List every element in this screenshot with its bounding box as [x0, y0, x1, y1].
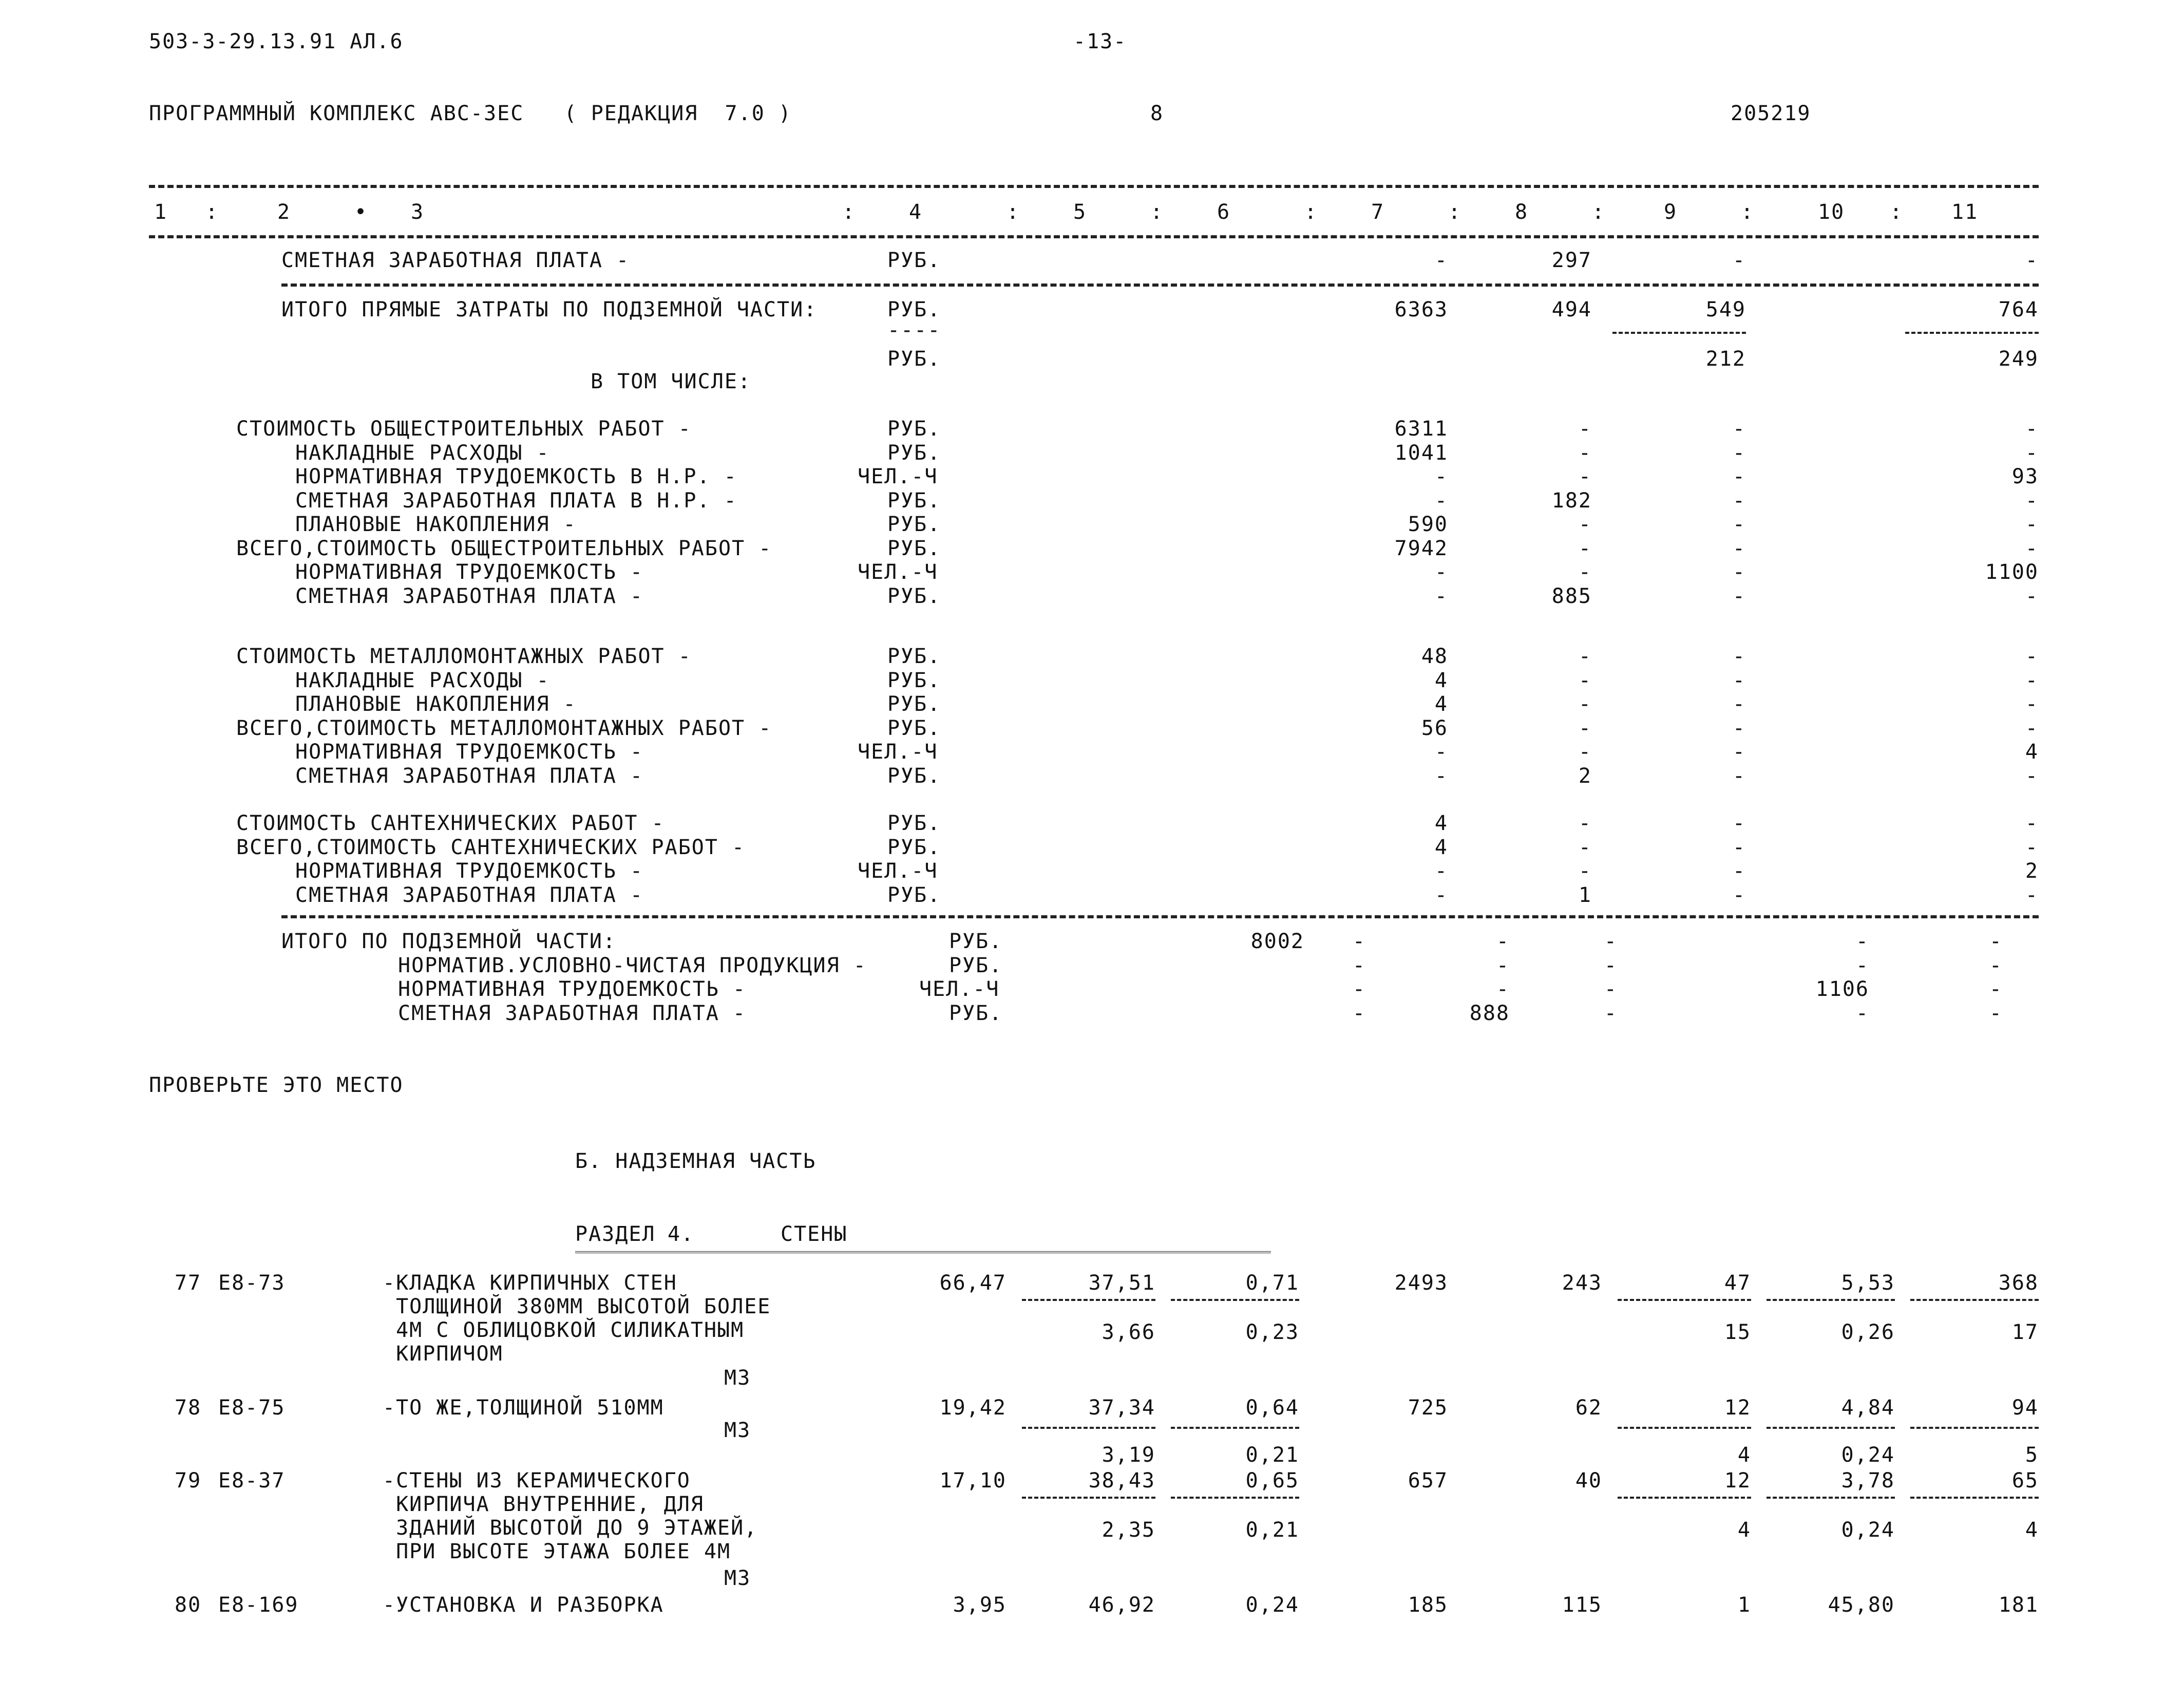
cost-row-unit: РУБ. — [887, 417, 941, 441]
column-header-19: : — [1890, 200, 1904, 224]
item-c6: 0,24 — [1245, 1593, 1299, 1617]
rule — [149, 235, 2039, 238]
cost-row-c8: 182 — [1551, 488, 1592, 513]
cost-row-c9: - — [1732, 488, 1746, 513]
item-description-line: ПРИ ВЫСОТЕ ЭТАЖА БОЛЕЕ 4М — [383, 1540, 731, 1563]
cost-row-c9: - — [1732, 835, 1746, 859]
item-code: Е8-169 — [218, 1593, 299, 1617]
column-header-17: : — [1741, 200, 1755, 224]
cost-row-label: НАКЛАДНЫЕ РАСХОДЫ - — [295, 668, 550, 692]
cost-row-unit: ЧЕЛ.-Ч — [858, 465, 938, 488]
item-sub-c11: 4 — [2025, 1518, 2039, 1542]
column-header-18: 10 — [1818, 200, 1845, 224]
rule — [1910, 1427, 2039, 1429]
total-row-a: 8002 — [1250, 930, 1304, 953]
total-row-f: - — [1989, 977, 2003, 1001]
total-row-f: - — [1989, 930, 2003, 953]
cost-row-c9: - — [1732, 560, 1746, 584]
total-row-d: - — [1604, 977, 1618, 1001]
cost-row-c9: - — [1732, 417, 1746, 441]
cost-row-c11: - — [2025, 835, 2039, 859]
cost-row-c8: - — [1578, 692, 1592, 716]
direct-total2-c9: 212 — [1705, 347, 1746, 371]
direct-total-c9: 549 — [1705, 298, 1746, 322]
cost-row-c11: - — [2025, 811, 2039, 835]
column-header-20: 11 — [1951, 200, 1979, 224]
cost-row-c9: - — [1732, 859, 1746, 883]
cost-row-label: СМЕТНАЯ ЗАРАБОТНАЯ ПЛАТА В Н.Р. - — [295, 488, 737, 513]
cost-row-c11: - — [2025, 668, 2039, 692]
wage-c9: - — [1732, 249, 1746, 272]
razdel-number: 4. — [668, 1222, 695, 1246]
item-description-line: -КЛАДКА КИРПИЧНЫХ СТЕН — [383, 1271, 677, 1295]
total-row-b: - — [1352, 953, 1366, 977]
item-number: 79 — [175, 1469, 202, 1493]
item-c7: 2493 — [1394, 1271, 1448, 1295]
direct-total-c7: 6363 — [1394, 298, 1448, 322]
cost-row-unit: РУБ. — [887, 692, 941, 716]
cost-row-c9: - — [1732, 764, 1746, 788]
cost-row-c7: 56 — [1421, 716, 1448, 740]
rule — [1618, 1427, 1751, 1429]
item-c4: 3,95 — [953, 1593, 1006, 1617]
item-number: 78 — [175, 1396, 202, 1420]
item-c5: 37,51 — [1088, 1271, 1155, 1295]
rule — [1171, 1299, 1299, 1301]
item-description-line: ЗДАНИЙ ВЫСОТОЙ ДО 9 ЭТАЖЕЙ, — [383, 1516, 758, 1540]
column-header-5: : — [842, 200, 856, 224]
item-sub-c9: 4 — [1737, 1443, 1751, 1467]
rule — [281, 284, 2039, 287]
cost-row-unit: ЧЕЛ.-Ч — [858, 859, 938, 883]
item-description-line: 4М С ОБЛИЦОВКОЙ СИЛИКАТНЫМ — [383, 1318, 745, 1342]
item-c6: 0,65 — [1245, 1469, 1299, 1493]
item-sub-c6: 0,23 — [1245, 1320, 1299, 1344]
item-sub-c11: 17 — [2011, 1320, 2039, 1344]
item-sub-c9: 15 — [1724, 1320, 1751, 1344]
item-sub-c10: 0,24 — [1841, 1518, 1895, 1542]
total-row-c: - — [1496, 953, 1510, 977]
rule — [281, 915, 2039, 918]
cost-row-c11: - — [2025, 584, 2039, 608]
item-sub-c10: 0,24 — [1841, 1443, 1895, 1467]
direct-total2-unit: РУБ. — [887, 347, 941, 371]
item-sub-c6: 0,21 — [1245, 1518, 1299, 1542]
cost-row-c7: - — [1434, 859, 1448, 883]
cost-row-c7: - — [1434, 740, 1448, 764]
cost-row-label: СТОИМОСТЬ САНТЕХНИЧЕСКИХ РАБОТ - — [236, 811, 665, 835]
column-header-0: 1 — [154, 200, 168, 224]
cost-row-label: НОРМАТИВНАЯ ТРУДОЕМКОСТЬ В Н.Р. - — [295, 465, 737, 488]
total-row-c: 888 — [1469, 1001, 1510, 1025]
cost-row-c8: - — [1578, 536, 1592, 560]
direct-total-c11: 764 — [1998, 298, 2039, 322]
rule — [1767, 1299, 1895, 1301]
cost-row-unit: РУБ. — [887, 488, 941, 513]
cost-row-c7: - — [1434, 465, 1448, 488]
item-c6: 0,64 — [1245, 1396, 1299, 1420]
cost-row-c8: - — [1578, 513, 1592, 536]
rule — [1022, 1427, 1155, 1429]
rule — [1171, 1497, 1299, 1499]
estimate-code: 205219 — [1731, 102, 1811, 125]
direct-total-c8: 494 — [1551, 298, 1592, 322]
item-sub-c5: 3,19 — [1102, 1443, 1155, 1467]
total-row-e: - — [1855, 953, 1869, 977]
cost-row-c9: - — [1732, 584, 1746, 608]
wage-label: СМЕТНАЯ ЗАРАБОТНАЯ ПЛАТА - — [281, 249, 630, 272]
cost-row-c7: - — [1434, 584, 1448, 608]
total-row-unit: РУБ. — [949, 1001, 1003, 1025]
item-c11: 94 — [2011, 1396, 2039, 1420]
cost-row-label: ВСЕГО,СТОИМОСТЬ МЕТАЛЛОМОНТАЖНЫХ РАБОТ - — [236, 716, 772, 740]
cost-row-label: ПЛАНОВЫЕ НАКОПЛЕНИЯ - — [295, 513, 577, 536]
item-c5: 38,43 — [1088, 1469, 1155, 1493]
cost-row-c8: - — [1578, 859, 1592, 883]
rule — [1618, 1299, 1751, 1301]
cost-row-c7: - — [1434, 764, 1448, 788]
cost-row-unit: РУБ. — [887, 811, 941, 835]
item-c9: 12 — [1724, 1396, 1751, 1420]
item-c10: 4,84 — [1841, 1396, 1895, 1420]
cost-row-c8: - — [1578, 716, 1592, 740]
column-header-2: 2 — [277, 200, 291, 224]
cost-row-c8: - — [1578, 417, 1592, 441]
item-unit: М3 — [724, 1366, 751, 1390]
total-row-f: - — [1989, 953, 2003, 977]
cost-row-c11: 93 — [2011, 465, 2039, 488]
total-row-unit: РУБ. — [949, 930, 1003, 953]
item-c8: 115 — [1562, 1593, 1602, 1617]
cost-row-c11: 4 — [2025, 740, 2039, 764]
item-c9: 47 — [1724, 1271, 1751, 1295]
column-header-9: : — [1150, 200, 1164, 224]
cost-row-label: СТОИМОСТЬ ОБЩЕСТРОИТЕЛЬНЫХ РАБОТ - — [236, 417, 692, 441]
column-header-8: 5 — [1073, 200, 1087, 224]
wage-unit: РУБ. — [887, 249, 941, 272]
cost-row-c11: - — [2025, 883, 2039, 907]
cost-row-c9: - — [1732, 883, 1746, 907]
item-c11: 65 — [2011, 1469, 2039, 1493]
cost-row-c7: - — [1434, 883, 1448, 907]
doc-code: 503-3-29.13.91 АЛ.6 — [149, 30, 404, 53]
item-c4: 17,10 — [939, 1469, 1006, 1493]
column-header-16: 9 — [1664, 200, 1678, 224]
cost-row-c9: - — [1732, 811, 1746, 835]
item-c11: 368 — [1998, 1271, 2039, 1295]
cost-row-c11: - — [2025, 417, 2039, 441]
direct-total-sep: ---- — [887, 318, 941, 342]
check-note: ПРОВЕРЬТЕ ЭТО МЕСТО — [149, 1073, 404, 1097]
item-code: Е8-37 — [218, 1469, 286, 1493]
cost-row-c9: - — [1732, 716, 1746, 740]
cost-row-c8: - — [1578, 465, 1592, 488]
cost-row-c8: 2 — [1578, 764, 1592, 788]
rule — [1910, 1299, 2039, 1301]
total-row-label: НОРМАТИВНАЯ ТРУДОЕМКОСТЬ - — [398, 977, 747, 1001]
column-header-10: 6 — [1217, 200, 1231, 224]
cost-row-c7: 4 — [1434, 811, 1448, 835]
razdel-label: РАЗДЕЛ — [575, 1222, 656, 1246]
cost-row-c7: 7942 — [1394, 536, 1448, 560]
item-sub-c10: 0,26 — [1841, 1320, 1895, 1344]
cost-row-c8: - — [1578, 668, 1592, 692]
item-code: Е8-73 — [218, 1271, 286, 1295]
column-header-7: : — [1006, 200, 1020, 224]
item-c4: 19,42 — [939, 1396, 1006, 1420]
item-number: 77 — [175, 1271, 202, 1295]
cost-row-c9: - — [1732, 465, 1746, 488]
item-description-line: ТОЛЩИНОЙ 380ММ ВЫСОТОЙ БОЛЕЕ — [383, 1295, 771, 1318]
wage-c8: 297 — [1551, 249, 1592, 272]
cost-row-c8: 885 — [1551, 584, 1592, 608]
column-header-11: : — [1304, 200, 1318, 224]
total-row-e: - — [1855, 930, 1869, 953]
rule — [1612, 332, 1746, 334]
cost-row-c11: - — [2025, 488, 2039, 513]
cost-row-label: СМЕТНАЯ ЗАРАБОТНАЯ ПЛАТА - — [295, 584, 644, 608]
cost-row-unit: РУБ. — [887, 645, 941, 668]
total-row-e: - — [1855, 1001, 1869, 1025]
cost-row-unit: ЧЕЛ.-Ч — [858, 740, 938, 764]
cost-row-label: СТОИМОСТЬ МЕТАЛЛОМОНТАЖНЫХ РАБОТ - — [236, 645, 692, 668]
total-row-d: - — [1604, 953, 1618, 977]
item-c7: 725 — [1408, 1396, 1448, 1420]
rule — [1022, 1299, 1155, 1301]
item-description-line: КИРПИЧОМ — [383, 1342, 503, 1366]
cost-row-c7: 6311 — [1394, 417, 1448, 441]
cost-row-c8: - — [1578, 811, 1592, 835]
cost-row-c8: - — [1578, 835, 1592, 859]
cost-row-c8: - — [1578, 560, 1592, 584]
item-c5: 46,92 — [1088, 1593, 1155, 1617]
cost-row-c11: - — [2025, 645, 2039, 668]
program-title: ПРОГРАММНЫЙ КОМПЛЕКС АВС-3ЕС ( РЕДАКЦИЯ 7.0 ) — [149, 102, 792, 125]
item-c10: 5,53 — [1841, 1271, 1895, 1295]
wage-c7: - — [1434, 249, 1448, 272]
item-unit: М3 — [724, 1419, 751, 1442]
total-row-unit: РУБ. — [949, 953, 1003, 977]
item-c7: 185 — [1408, 1593, 1448, 1617]
cost-row-c9: - — [1732, 645, 1746, 668]
cost-row-label: СМЕТНАЯ ЗАРАБОТНАЯ ПЛАТА - — [295, 764, 644, 788]
column-header-13: : — [1448, 200, 1462, 224]
cost-row-unit: РУБ. — [887, 536, 941, 560]
total-row-d: - — [1604, 930, 1618, 953]
item-unit: М3 — [724, 1566, 751, 1590]
total-row-label: ИТОГО ПО ПОДЗЕМНОЙ ЧАСТИ: — [281, 930, 617, 953]
total-row-d: - — [1604, 1001, 1618, 1025]
cost-row-unit: РУБ. — [887, 513, 941, 536]
cost-row-c7: 4 — [1434, 692, 1448, 716]
cost-row-c7: 4 — [1434, 835, 1448, 859]
rule — [1618, 1497, 1751, 1499]
item-code: Е8-75 — [218, 1396, 286, 1420]
item-c10: 3,78 — [1841, 1469, 1895, 1493]
cost-row-c7: - — [1434, 488, 1448, 513]
cost-row-label: СМЕТНАЯ ЗАРАБОТНАЯ ПЛАТА - — [295, 883, 644, 907]
total-row-f: - — [1989, 1001, 2003, 1025]
item-c10: 45,80 — [1828, 1593, 1895, 1617]
item-sub-c5: 2,35 — [1102, 1518, 1155, 1542]
cost-row-c9: - — [1732, 441, 1746, 465]
cost-row-c9: - — [1732, 692, 1746, 716]
total-row-b: - — [1352, 977, 1366, 1001]
column-header-1: : — [205, 200, 219, 224]
item-c8: 62 — [1575, 1396, 1602, 1420]
cost-row-label: НОРМАТИВНАЯ ТРУДОЕМКОСТЬ - — [295, 740, 644, 764]
item-c4: 66,47 — [939, 1271, 1006, 1295]
cost-row-unit: РУБ. — [887, 584, 941, 608]
item-sub-c9: 4 — [1737, 1518, 1751, 1542]
cost-row-c9: - — [1732, 536, 1746, 560]
item-c8: 243 — [1562, 1271, 1602, 1295]
cost-row-c11: 2 — [2025, 859, 2039, 883]
column-header-15: : — [1592, 200, 1606, 224]
item-sub-c6: 0,21 — [1245, 1443, 1299, 1467]
cost-row-c7: 4 — [1434, 668, 1448, 692]
column-header-3: • — [354, 200, 368, 224]
total-row-unit: ЧЕЛ.-Ч — [919, 977, 1000, 1001]
cost-row-c7: 1041 — [1394, 441, 1448, 465]
including-heading: В ТОМ ЧИСЛЕ: — [591, 370, 751, 393]
direct-total-label: ИТОГО ПРЯМЫЕ ЗАТРАТЫ ПО ПОДЗЕМНОЙ ЧАСТИ: — [281, 298, 818, 322]
wage-c11: - — [2025, 249, 2039, 272]
rule — [1905, 332, 2039, 334]
cost-row-c11: - — [2025, 441, 2039, 465]
page-number: -13- — [1073, 30, 1127, 53]
cost-row-c8: - — [1578, 740, 1592, 764]
cost-row-label: НАКЛАДНЫЕ РАСХОДЫ - — [295, 441, 550, 465]
rule — [149, 185, 2039, 188]
cost-row-c9: - — [1732, 668, 1746, 692]
cost-row-c9: - — [1732, 740, 1746, 764]
total-row-e: 1106 — [1815, 977, 1869, 1001]
item-sub-c11: 5 — [2025, 1443, 2039, 1467]
cost-row-unit: РУБ. — [887, 716, 941, 740]
cost-row-c11: - — [2025, 536, 2039, 560]
cost-row-unit: ЧЕЛ.-Ч — [858, 560, 938, 584]
cost-row-c8: 1 — [1578, 883, 1592, 907]
item-c9: 12 — [1724, 1469, 1751, 1493]
cost-row-c11: - — [2025, 692, 2039, 716]
cost-row-c7: - — [1434, 560, 1448, 584]
cost-row-label: ПЛАНОВЫЕ НАКОПЛЕНИЯ - — [295, 692, 577, 716]
direct-total2-c11: 249 — [1998, 347, 2039, 371]
column-header-14: 8 — [1515, 200, 1529, 224]
rule — [1767, 1497, 1895, 1499]
section-double-rule — [575, 1251, 1271, 1255]
rule — [1022, 1497, 1155, 1499]
total-row-b: - — [1352, 930, 1366, 953]
cost-row-unit: РУБ. — [887, 835, 941, 859]
razdel-name: СТЕНЫ — [781, 1222, 848, 1246]
cost-row-unit: РУБ. — [887, 764, 941, 788]
column-header-12: 7 — [1371, 200, 1385, 224]
item-description-line: -УСТАНОВКА И РАЗБОРКА — [383, 1593, 664, 1617]
item-c5: 37,34 — [1088, 1396, 1155, 1420]
direct-total-unit: РУБ. — [887, 298, 941, 322]
cost-row-c8: - — [1578, 441, 1592, 465]
cost-row-c11: 1100 — [1985, 560, 2039, 584]
cost-row-label: НОРМАТИВНАЯ ТРУДОЕМКОСТЬ - — [295, 859, 644, 883]
item-description-line: -ТО ЖЕ,ТОЛЩИНОЙ 510ММ — [383, 1396, 664, 1420]
cost-row-unit: РУБ. — [887, 668, 941, 692]
item-c6: 0,71 — [1245, 1271, 1299, 1295]
cost-row-unit: РУБ. — [887, 441, 941, 465]
total-row-b: - — [1352, 1001, 1366, 1025]
column-header-4: 3 — [411, 200, 425, 224]
cost-row-c9: - — [1732, 513, 1746, 536]
total-row-c: - — [1496, 977, 1510, 1001]
item-c7: 657 — [1408, 1469, 1448, 1493]
cost-row-label: НОРМАТИВНАЯ ТРУДОЕМКОСТЬ - — [295, 560, 644, 584]
cost-row-c8: - — [1578, 645, 1592, 668]
item-c9: 1 — [1737, 1593, 1751, 1617]
cost-row-label: ВСЕГО,СТОИМОСТЬ САНТЕХНИЧЕСКИХ РАБОТ - — [236, 835, 746, 859]
total-row-label: СМЕТНАЯ ЗАРАБОТНАЯ ПЛАТА - — [398, 1001, 747, 1025]
item-sub-c5: 3,66 — [1102, 1320, 1155, 1344]
cost-row-c11: - — [2025, 716, 2039, 740]
cost-row-unit: РУБ. — [887, 883, 941, 907]
cost-row-label: ВСЕГО,СТОИМОСТЬ ОБЩЕСТРОИТЕЛЬНЫХ РАБОТ - — [236, 536, 772, 560]
rule — [1171, 1427, 1299, 1429]
item-number: 80 — [175, 1593, 202, 1617]
cost-row-c11: - — [2025, 764, 2039, 788]
section-heading: Б. НАДЗЕМНАЯ ЧАСТЬ — [575, 1149, 816, 1173]
item-description-line: КИРПИЧА ВНУТРЕННИЕ, ДЛЯ — [383, 1493, 704, 1516]
item-c8: 40 — [1575, 1469, 1602, 1493]
column-header-6: 4 — [909, 200, 923, 224]
item-description-line: -СТЕНЫ ИЗ КЕРАМИЧЕСКОГО — [383, 1469, 691, 1493]
sheet-number: 8 — [1150, 102, 1164, 125]
rule — [1910, 1497, 2039, 1499]
item-c11: 181 — [1998, 1593, 2039, 1617]
total-row-c: - — [1496, 930, 1510, 953]
cost-row-c7: 590 — [1408, 513, 1448, 536]
cost-row-c11: - — [2025, 513, 2039, 536]
total-row-label: НОРМАТИВ.УСЛОВНО-ЧИСТАЯ ПРОДУКЦИЯ - — [398, 953, 867, 977]
rule — [1767, 1427, 1895, 1429]
cost-row-c7: 48 — [1421, 645, 1448, 668]
